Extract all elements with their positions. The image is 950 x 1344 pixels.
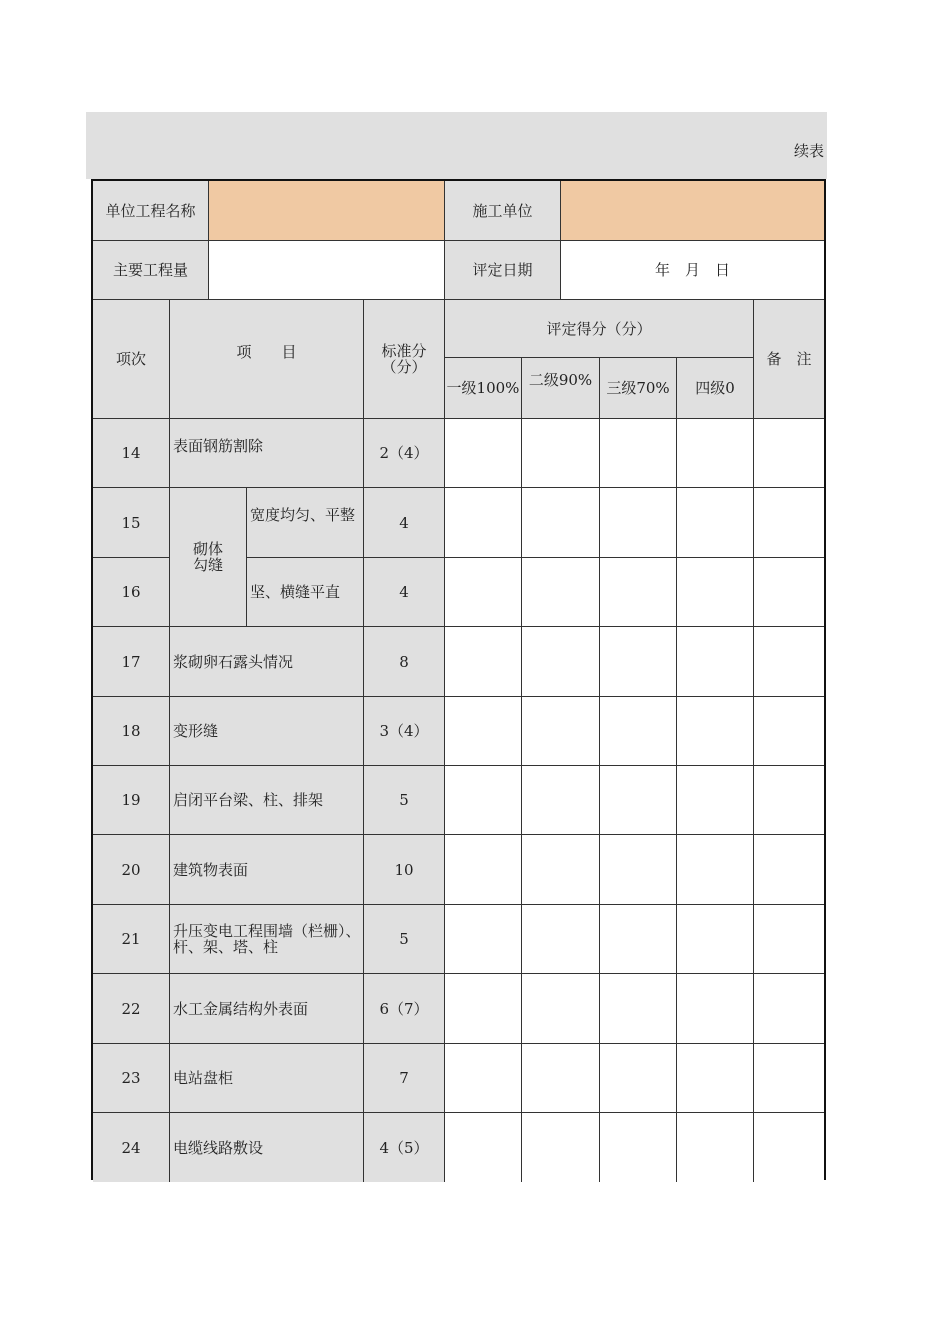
grade3-score-cell[interactable] — [600, 1044, 677, 1113]
row-index: 14 — [93, 419, 170, 488]
grade4-score-cell[interactable] — [677, 1044, 754, 1113]
row-item: 坚、横缝平直 — [247, 558, 364, 627]
grade3-score-cell[interactable] — [600, 1113, 677, 1182]
grade4-score-cell[interactable] — [677, 558, 754, 627]
grade3-score-cell[interactable] — [600, 558, 677, 627]
remarks-cell[interactable] — [754, 697, 824, 766]
col-grade1-header: 一级100% — [445, 358, 522, 419]
row-index: 19 — [93, 766, 170, 835]
main-quantity-field[interactable] — [209, 241, 445, 300]
remarks-cell[interactable] — [754, 905, 824, 974]
col-grade4-header: 四级0 — [677, 358, 754, 419]
row-index: 24 — [93, 1113, 170, 1182]
grade4-score-cell[interactable] — [677, 905, 754, 974]
masonry-group-label: 砌体勾缝 — [170, 488, 247, 627]
row-standard-score: 3（4） — [364, 697, 445, 766]
row-standard-score: 10 — [364, 835, 445, 905]
col-eval-score-header: 评定得分（分） — [445, 300, 754, 358]
row-index: 21 — [93, 905, 170, 974]
row-item: 启闭平台梁、柱、排架 — [170, 766, 364, 835]
remarks-cell[interactable] — [754, 835, 824, 905]
remarks-cell[interactable] — [754, 1044, 824, 1113]
grade3-score-cell[interactable] — [600, 627, 677, 697]
col-remarks-header: 备 注 — [754, 300, 824, 419]
row-standard-score: 4 — [364, 558, 445, 627]
grade1-score-cell[interactable] — [445, 419, 522, 488]
grade1-score-cell[interactable] — [445, 627, 522, 697]
remarks-cell[interactable] — [754, 627, 824, 697]
main-quantity-label: 主要工程量 — [93, 241, 209, 300]
eval-date-field[interactable]: 年 月 日 — [561, 241, 824, 300]
grade2-score-cell[interactable] — [522, 419, 600, 488]
row-standard-score: 4 — [364, 488, 445, 558]
row-item: 浆砌卵石露头情况 — [170, 627, 364, 697]
grade4-score-cell[interactable] — [677, 974, 754, 1044]
row-standard-score: 2（4） — [364, 419, 445, 488]
grade2-score-cell[interactable] — [522, 558, 600, 627]
row-index: 17 — [93, 627, 170, 697]
contractor-field[interactable] — [561, 181, 824, 241]
col-grade3-header: 三级70% — [600, 358, 677, 419]
grade4-score-cell[interactable] — [677, 1113, 754, 1182]
grade1-score-cell[interactable] — [445, 488, 522, 558]
row-item: 电站盘柜 — [170, 1044, 364, 1113]
grade2-score-cell[interactable] — [522, 835, 600, 905]
grade3-score-cell[interactable] — [600, 419, 677, 488]
grade1-score-cell[interactable] — [445, 835, 522, 905]
grade2-score-cell[interactable] — [522, 1044, 600, 1113]
row-index: 23 — [93, 1044, 170, 1113]
grade3-score-cell[interactable] — [600, 488, 677, 558]
row-item: 表面钢筋割除 — [170, 419, 364, 488]
row-index: 15 — [93, 488, 170, 558]
row-standard-score: 7 — [364, 1044, 445, 1113]
grade4-score-cell[interactable] — [677, 766, 754, 835]
row-standard-score: 6（7） — [364, 974, 445, 1044]
contractor-label: 施工单位 — [445, 181, 561, 241]
grade1-score-cell[interactable] — [445, 1113, 522, 1182]
grade4-score-cell[interactable] — [677, 835, 754, 905]
row-item: 建筑物表面 — [170, 835, 364, 905]
row-item: 水工金属结构外表面 — [170, 974, 364, 1044]
eval-date-label: 评定日期 — [445, 241, 561, 300]
unit-project-field[interactable] — [209, 181, 445, 241]
grade3-score-cell[interactable] — [600, 697, 677, 766]
grade3-score-cell[interactable] — [600, 905, 677, 974]
unit-project-label: 单位工程名称 — [93, 181, 209, 241]
grade2-score-cell[interactable] — [522, 488, 600, 558]
grade2-score-cell[interactable] — [522, 905, 600, 974]
row-item: 升压变电工程围墙（栏栅）、杆、架、塔、柱 — [170, 905, 364, 974]
grade2-score-cell[interactable] — [522, 766, 600, 835]
row-standard-score: 5 — [364, 766, 445, 835]
grade4-score-cell[interactable] — [677, 627, 754, 697]
row-item: 宽度均匀、平整 — [247, 488, 364, 558]
grade4-score-cell[interactable] — [677, 697, 754, 766]
col-item-header: 项 目 — [170, 300, 364, 419]
remarks-cell[interactable] — [754, 558, 824, 627]
grade1-score-cell[interactable] — [445, 1044, 522, 1113]
grade2-score-cell[interactable] — [522, 1113, 600, 1182]
grade4-score-cell[interactable] — [677, 419, 754, 488]
row-standard-score: 8 — [364, 627, 445, 697]
col-index-header: 项次 — [93, 300, 170, 419]
grade2-score-cell[interactable] — [522, 697, 600, 766]
continued-header-bar — [86, 112, 827, 179]
remarks-cell[interactable] — [754, 419, 824, 488]
grade2-score-cell[interactable] — [522, 627, 600, 697]
row-standard-score: 5 — [364, 905, 445, 974]
grade3-score-cell[interactable] — [600, 835, 677, 905]
grade4-score-cell[interactable] — [677, 488, 754, 558]
row-standard-score: 4（5） — [364, 1113, 445, 1182]
grade3-score-cell[interactable] — [600, 766, 677, 835]
remarks-cell[interactable] — [754, 1113, 824, 1182]
row-item: 电缆线路敷设 — [170, 1113, 364, 1182]
continued-label: 续表 — [793, 142, 824, 160]
grade1-score-cell[interactable] — [445, 697, 522, 766]
grade1-score-cell[interactable] — [445, 766, 522, 835]
row-index: 22 — [93, 974, 170, 1044]
grade3-score-cell[interactable] — [600, 974, 677, 1044]
grade1-score-cell[interactable] — [445, 905, 522, 974]
row-index: 16 — [93, 558, 170, 627]
grade1-score-cell[interactable] — [445, 974, 522, 1044]
col-standard-score-header: 标准分（分） — [364, 300, 445, 419]
col-grade2-header: 二级90% — [522, 358, 600, 419]
grade1-score-cell[interactable] — [445, 558, 522, 627]
row-index: 20 — [93, 835, 170, 905]
evaluation-table — [91, 179, 826, 1180]
remarks-cell[interactable] — [754, 766, 824, 835]
grade2-score-cell[interactable] — [522, 974, 600, 1044]
row-index: 18 — [93, 697, 170, 766]
row-item: 变形缝 — [170, 697, 364, 766]
remarks-cell[interactable] — [754, 488, 824, 558]
remarks-cell[interactable] — [754, 974, 824, 1044]
